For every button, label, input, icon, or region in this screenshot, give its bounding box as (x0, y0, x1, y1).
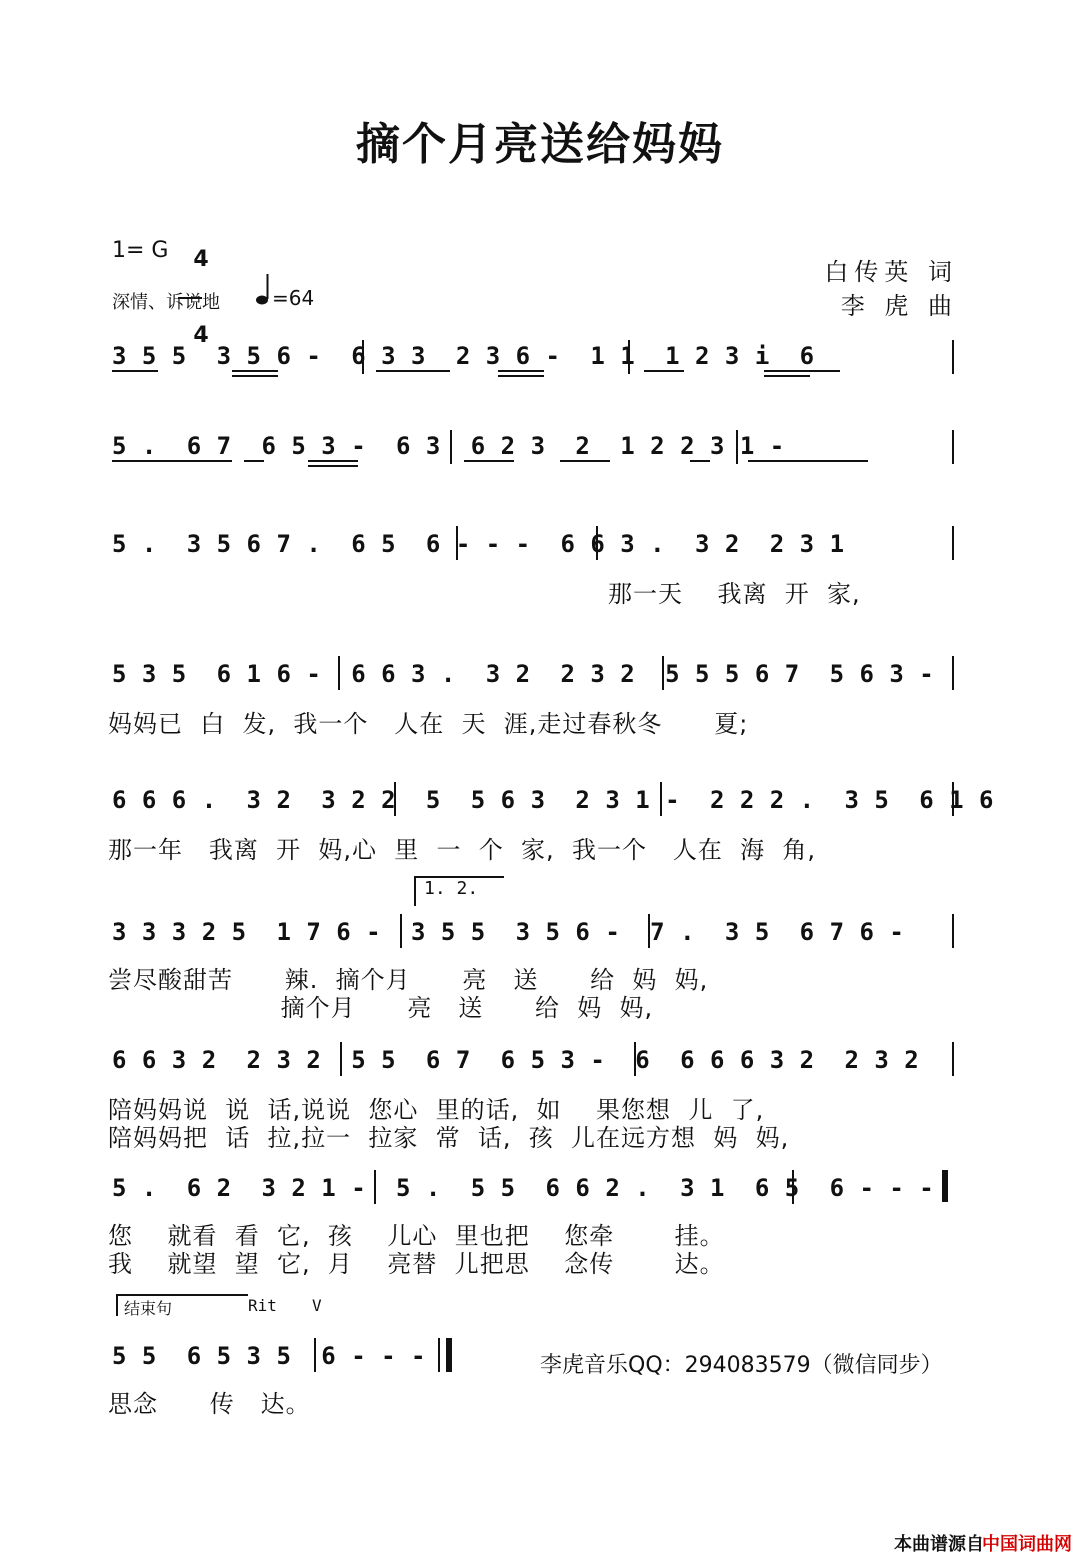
bar-line (736, 430, 738, 464)
lyric-line-7a: 陪妈妈说 说 话,说说 您心 里的话, 如 果您想 儿 了, (108, 1096, 765, 1124)
lyric-line-8a: 您 就看 看 它, 孩 儿心 里也把 您牵 挂。 (108, 1222, 725, 1250)
bar-line (596, 526, 598, 560)
notation-line-8: 5 . 6 2 3 2 1 - 5 . 5 5 6 6 2 . 3 1 6 5 6 - - - (112, 1174, 935, 1202)
beam-line (764, 370, 840, 372)
time-signature-bottom: 4 (193, 323, 209, 348)
lyric-line-6b: 摘个月 亮 送 给 妈 妈, (108, 994, 654, 1022)
bar-line (394, 782, 396, 816)
bar-line (456, 526, 458, 560)
beam-line (112, 370, 158, 372)
notation-line-5: 6 6 6 . 3 2 3 2 2 5 5 6 3 2 3 1 - 2 2 2 . 3 5 6 1 6 (112, 786, 995, 814)
beam-line (232, 375, 278, 377)
beam-line (308, 460, 358, 462)
beam-line (232, 370, 278, 372)
key-signature: 1= G (112, 238, 169, 263)
bar-line (340, 1042, 342, 1076)
notation-line-2: 5 . 6 7 6 5 3 - 6 3 6 2 3 2 1 2 2 3 1 - (112, 432, 785, 460)
bar-line (314, 1338, 316, 1372)
footer-source: 本曲谱源自 (894, 1534, 984, 1555)
time-signature (178, 224, 209, 348)
tempo-value: =64 (272, 286, 315, 310)
lyric-line-9: 思念 传 达。 (108, 1390, 311, 1418)
bar-line (952, 782, 954, 816)
notation-line-3: 5 . 3 5 6 7 . 6 5 6 - - - 6 6 3 . 3 2 2 3 1 (112, 530, 845, 558)
bar-line (952, 656, 954, 690)
beam-line (690, 460, 710, 462)
bar-line (952, 526, 954, 560)
bar-line (400, 914, 402, 948)
bar-line (952, 914, 954, 948)
lyricist-credit: 白传英 词 (824, 258, 958, 286)
lyric-line-5: 那一年 我离 开 妈,心 里 一 个 家, 我一个 人在 海 角, (108, 836, 816, 864)
final-bar (446, 1338, 452, 1372)
lyric-line-8b: 我 就望 望 它, 月 亮替 儿把思 念传 达。 (108, 1250, 725, 1278)
beam-line (764, 375, 810, 377)
beam-line (498, 375, 544, 377)
notation-line-9: 5 5 6 5 3 5 6 - - - (112, 1342, 426, 1370)
contact-info: 李虎音乐QQ：294083579（微信同步） (540, 1353, 943, 1378)
notation-line-4: 5 3 5 6 1 6 - 6 6 3 . 3 2 2 3 2 5 5 5 6 7 5 6 3 - (112, 660, 935, 688)
beam-line (464, 460, 514, 462)
ritardando-mark: Rit (248, 1296, 277, 1315)
notation-line-1: 3 5 5 3 5 6 - 6 3 3 2 3 6 - 1 1 1 2 3 i 6 (112, 342, 815, 370)
breath-mark: V (312, 1296, 322, 1315)
bar-line (362, 340, 364, 374)
beam-line (112, 460, 232, 462)
bar-line (374, 1170, 376, 1204)
lyric-line-6a: 尝尽酸甜苦 辣. 摘个月 亮 送 给 妈 妈, (108, 966, 709, 994)
song-title: 摘个月亮送给妈妈 (356, 119, 724, 170)
volta-label: 1. 2. (424, 878, 479, 899)
composer-credit: 李 虎 曲 (840, 292, 958, 320)
bar-line (952, 340, 954, 374)
lyric-line-3: 那一天 我离 开 家, (608, 580, 861, 608)
repeat-end-bar (942, 1170, 948, 1202)
beam-line (748, 460, 868, 462)
beam-line (498, 370, 544, 372)
bar-line (648, 914, 650, 948)
beam-line (244, 460, 264, 462)
footer-site-link[interactable]: 中国词曲网 (982, 1534, 1072, 1555)
expression-mark: 深情、诉说地 (112, 292, 220, 313)
beam-line (308, 465, 358, 467)
beam-line (560, 460, 610, 462)
time-signature-top: 4 (193, 247, 209, 272)
bar-line (628, 340, 630, 374)
bar-line (662, 656, 664, 690)
lyric-line-4: 妈妈已 白 发, 我一个 人在 天 涯,走过春秋冬 夏; (108, 710, 749, 738)
bar-line (952, 430, 954, 464)
quarter-note-icon (256, 272, 270, 306)
notation-line-6: 3 3 3 2 5 1 7 6 - 3 5 5 3 5 6 - 7 . 3 5 6 7 6 - (112, 918, 905, 946)
lyric-line-7b: 陪妈妈把 话 拉,拉一 拉家 常 话, 孩 儿在远方想 妈 妈, (108, 1124, 790, 1152)
bar-line (660, 782, 662, 816)
bar-line (634, 1042, 636, 1076)
bar-line (792, 1170, 794, 1204)
notation-line-7: 6 6 3 2 2 3 2 5 5 6 7 6 5 3 - 6 6 6 6 3 2 2 3 2 (112, 1046, 920, 1074)
ending-label: 结束句 (124, 1299, 173, 1318)
bar-line (338, 656, 340, 690)
bar-line (438, 1338, 440, 1372)
beam-line (376, 370, 450, 372)
beam-line (644, 370, 684, 372)
bar-line (450, 430, 452, 464)
bar-line (952, 1042, 954, 1076)
